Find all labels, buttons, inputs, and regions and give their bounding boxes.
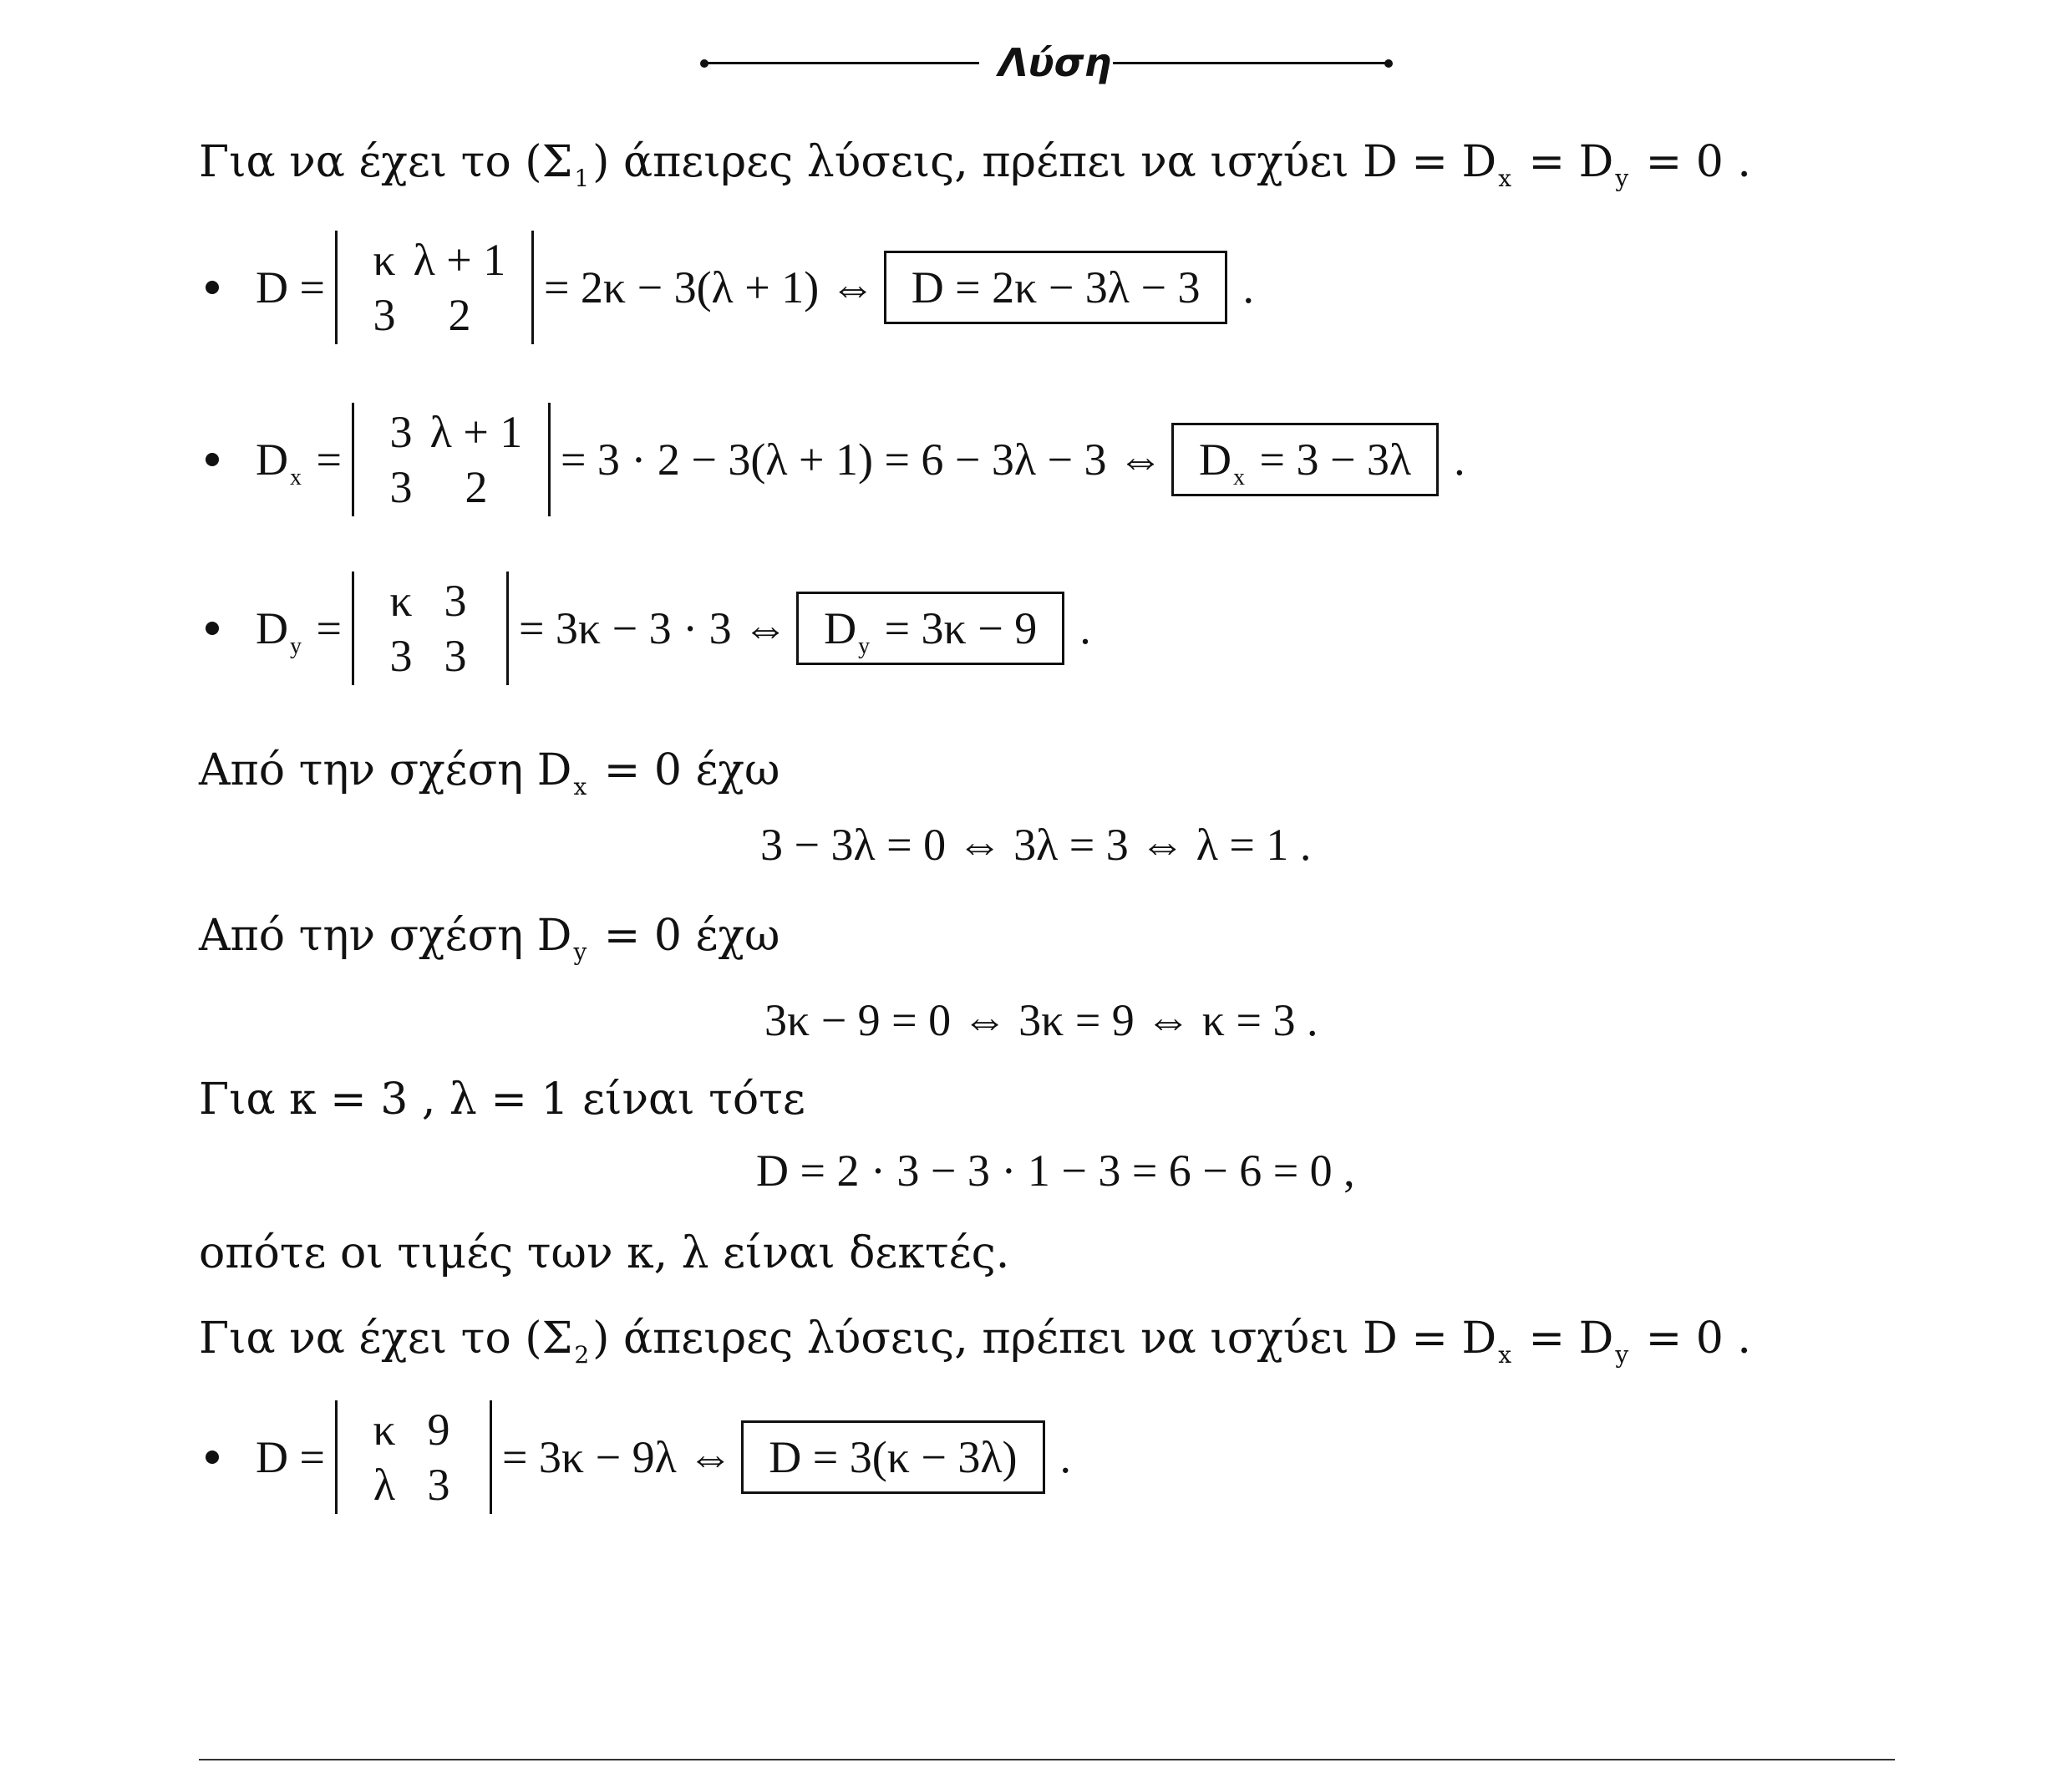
section-heading: Λύση: [998, 40, 1112, 85]
bullet-dot: [206, 1450, 219, 1464]
values-paragraph: Για κ = 3 , λ = 1 είναι τότε: [199, 1075, 805, 1125]
bullet-determinant-d-2: D = κ 9 λ 3 = 3κ − 9λ ⇔ D = 3(κ − 3λ) .: [206, 1400, 1071, 1514]
equation-d-check: D = 2 · 3 − 3 · 1 − 3 = 6 − 6 = 0 ,: [756, 1146, 1355, 1196]
bullet-determinant-dx: $D_x$ = 3 λ + 1 3 2 = 3 · 2 − 3(λ + 1) = 6 − 3λ − 3 ⇔ $D_x = 3 - 3\lambda$ .: [206, 403, 1465, 516]
determinant-matrix: κ 9 λ 3: [335, 1400, 492, 1514]
equation-kappa: 3κ − 9 = 0 ⇔ 3κ = 9 ⇔ κ = 3 .: [764, 995, 1318, 1045]
acceptance-paragraph: οπότε οι τιμές των κ, λ είναι δεκτές.: [199, 1228, 1010, 1278]
boxed-result: $D_x = 3 - 3\lambda$: [1171, 423, 1439, 496]
bullet-dot: [206, 453, 219, 466]
bullet-determinant-d: D = κ λ + 1 3 2 = 2κ − 3(λ + 1) ⇔ D = 2κ − 3λ − 3 .: [206, 231, 1254, 344]
condition-paragraph-1: Για να έχει το $(\Sigma_1)$ άπειρες λύσεις, πρέπει να ισχύει $D = D_x = D_y = 0$ .: [199, 137, 1751, 192]
boxed-result: D = 2κ − 3λ − 3: [884, 251, 1228, 324]
equation-lambda: 3 − 3λ = 0 ⇔ 3λ = 3 ⇔ λ = 1 .: [760, 820, 1312, 870]
relation-dx-paragraph: Από την σχέση $D_x = 0$ έχω: [199, 745, 780, 800]
determinant-matrix: 3 λ + 1 3 2: [352, 403, 551, 516]
determinant-matrix: κ 3 3 3: [352, 572, 509, 685]
condition-paragraph-2: Για να έχει το $(\Sigma_2)$ άπειρες λύσεις, πρέπει να ισχύει $D = D_x = D_y = 0$ .: [199, 1313, 1751, 1369]
boxed-result: D = 3(κ − 3λ): [741, 1420, 1044, 1494]
heading-right-dot: [1384, 59, 1393, 68]
bullet-dot: [206, 622, 219, 635]
relation-dy-paragraph: Από την σχέση $D_y = 0$ έχω: [199, 911, 780, 966]
boxed-result: $D_y = 3\kappa - 9$: [796, 592, 1064, 665]
heading-right-rule: [1113, 62, 1389, 64]
determinant-matrix: κ λ + 1 3 2: [335, 231, 534, 344]
footer-rule: [199, 1759, 1895, 1760]
bullet-determinant-dy: $D_y$ = κ 3 3 3 = 3κ − 3 · 3 ⇔ $D_y = 3\kappa - 9$ .: [206, 572, 1091, 685]
heading-left-rule: [703, 62, 979, 64]
bullet-dot: [206, 281, 219, 294]
